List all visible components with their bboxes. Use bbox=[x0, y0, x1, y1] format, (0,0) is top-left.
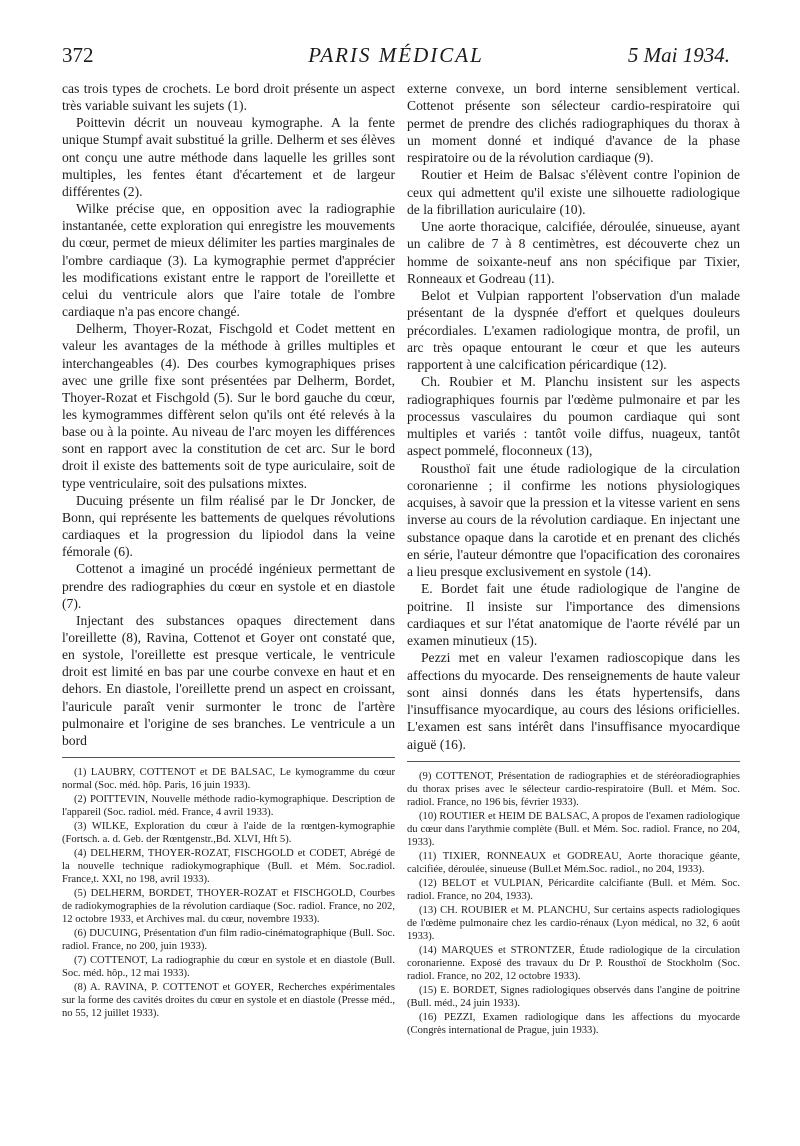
issue-date: 5 Mai 1934. bbox=[627, 43, 730, 67]
paragraph: Delherm, Thoyer-Rozat, Fischgold et Codet mettent en valeur les avantages de la méthode à grilles multiples et interchangeables (4). Des courbes kymographiques prises avec une grille fixe sont présentées par Delherm, Bordet, Thoyer-Rozat et Fischgold (5). Sur le bord gauche du cœur, les kymogrammes diffèrent selon qu'ils ont été relevés à la base ou à la pointe. Au niveau de l'arc moyen les différences sont en rapport avec la constitution de cet arc. Sur le bord droit il existe des battements soit de type auriculaire, soit de type ventriculaire, soit des pulsations mixtes. bbox=[62, 321, 395, 491]
footnote: (15) E. BORDET, Signes radiologiques observés dans l'angine de poitrine (Bull. méd., 24 juin 1933). bbox=[407, 985, 740, 1010]
footnote: (5) DELHERM, BORDET, THOYER-ROZAT et FISCHGOLD, Courbes de radiokymographies de la révolution cardiaque (Soc. radiol. France, no 202, 12 octobre 1933, et Archives mal. du cœur, novembre 1933). bbox=[62, 887, 395, 926]
footnote: (1) LAUBRY, COTTENOT et DE BALSAC, Le kymogramme du cœur normal (Soc. méd. hôp. Paris, 16 juin 1933). bbox=[62, 767, 395, 792]
footnote: (7) COTTENOT, La radiographie du cœur en systole et en diastole (Bull. Soc. méd. hôp., 12 mai 1933). bbox=[62, 954, 395, 980]
footnote: (16) PEZZI, Examen radiologique dans les affections du myocarde (Congrès international de Prague, juin 1933). bbox=[407, 1011, 740, 1037]
footnote: (2) POITTEVIN, Nouvelle méthode radio-kymographique. Description de l'appareil (Soc. radiol. méd. France, 4 avril 1933). bbox=[62, 794, 395, 819]
footnote: (9) COTTENOT, Présentation de radiographies et de stéréoradiographies du thorax prises avec le sélecteur cardio-respiratoire (Bull. et Mém. Soc. radiol. France, no 196 bis, février 1933). bbox=[407, 770, 740, 809]
right-footnotes bbox=[407, 770, 740, 1038]
paragraph: Ducuing présente un film réalisé par le Dr Joncker, de Bonn, qui représente les battements de quelques révolutions cardiaques et la progression du lipiodol dans la veine fémorale (6). bbox=[62, 492, 395, 560]
paragraph: Cottenot a imaginé un procédé ingénieux permettant de prendre des radiographies du cœur en systole et en diastole (7). bbox=[62, 561, 395, 611]
paragraph: cas trois types de crochets. Le bord droit présente un aspect très variable suivant les sujets (1). bbox=[62, 81, 395, 114]
paragraph: Wilke précise que, en opposition avec la radiographie instantanée, cette exploration qui enregistre les mouvements du cœur, permet de mieux délimiter les parties marginales de l'ombre cardiaque (3). La kymographie permet d'apprécier les modifications existant entre le rapport de l'oreillette et celui du ventricule alors que l'aire totale de l'ombre cardiaque n'a pas encore changé. bbox=[62, 201, 395, 320]
left-body-text bbox=[62, 80, 395, 749]
right-column bbox=[407, 80, 740, 1038]
footnote: (6) DUCUING, Présentation d'un film radio-cinématographique (Bull. Soc. radiol. France, no 200, juin 1933). bbox=[62, 928, 395, 953]
paragraph: Belot et Vulpian rapportent l'observation d'un malade présentant de la dyspnée d'effort et quelques douleurs précordiales. L'examen radiologique montra, de profil, un arc très opaque entourant le cœur et que les auteurs rapportent à une calcification péricardique (12). bbox=[407, 288, 740, 372]
footnote: (10) ROUTIER et HEIM DE BALSAC, A propos de l'examen radiologique du cœur dans l'arythmie complète (Bull. et Mém. Soc. radiol. France, no 204, 1933). bbox=[407, 810, 740, 849]
paragraph: externe convexe, un bord interne sensiblement vertical. Cottenot présente son sélecteur cardio-respiratoire qui permet de prendre des clichés radiographiques du thorax à un moment donné et indiqué d'avance de la phase respiratoire ou de la révolution cardiaque (9). bbox=[407, 81, 740, 165]
paragraph: Injectant des substances opaques directement dans l'oreillette (8), Ravina, Cottenot et Goyer ont constaté que, en systole, l'oreillette est presque verticale, le ventricule droit est limité en bas par une courbe convexe en haut et en dehors. En diastole, l'oreillette prend un aspect en croissant, l'auricule paraît venir surmonter le tronc de l'artère pulmonaire et l'origine de ses branches. Le ventricule a un bord bbox=[62, 612, 395, 748]
footnote-divider bbox=[62, 757, 395, 758]
paragraph: Une aorte thoracique, calcifiée, déroulée, sinueuse, ayant un calibre de 7 à 8 centimètres, est découverte chez un homme de soixante-neuf ans non spécifique par Tixier, Ronneaux et Godreau (11). bbox=[407, 219, 740, 286]
footnote: (12) BELOT et VULPIAN, Péricardite calcifiante (Bull. et Mém. Soc. radiol. France, no 204, 1933). bbox=[407, 877, 740, 903]
paragraph: Pezzi met en valeur l'examen radioscopique dans les affections du myocarde. Des renseignements de haute valeur sont ainsi donnés dans les états hypertensifs, dans l'insuffisance myocardique, au cours des lésions orificielles. L'examen est sans intérêt dans l'insuffisance myocardique aiguë (16). bbox=[407, 650, 740, 752]
paragraph: Poittevin décrit un nouveau kymographe. A la fente unique Stumpf avait substitué la grille. Delherm et ses élèves ont conçu une autre méthode dans laquelle les grilles sont multiples, les fentes étant d'écartement et de largeur différentes (2). bbox=[62, 115, 395, 199]
footnote: (3) WILKE, Exploration du cœur à l'aide de la rœntgen-kymographie (Fortsch. a. d. Geb. der Rœntgenstr.,Bd. XLVI, Hft 5). bbox=[62, 820, 395, 846]
footnote: (11) TIXIER, RONNEAUX et GODREAU, Aorte thoracique géante, calcifiée, déroulée, sinueuse (Bull.et Mém.Soc. radiol., no 204, 1933). bbox=[407, 850, 740, 876]
paragraph: Rousthoï fait une étude radiologique de la circulation coronarienne ; il confirme les notions physiologiques acquises, à savoir que la pression et la vitesse varient en sens inverse au cours de la révolution cardiaque. En injectant une substance opaque dans la carotide et en prenant des clichés en série, l'auteur démontre que l'opacification des coronaires a lieu presque exclusivement en systole (14). bbox=[407, 460, 740, 579]
paragraph: E. Bordet fait une étude radiologique de l'angine de poitrine. Il insiste sur l'importance des dimensions cardiaques et sur l'état anatomique de l'aorte révélé par un examen minutieux (15). bbox=[407, 581, 740, 648]
right-body-text bbox=[407, 80, 740, 753]
footnote: (13) CH. ROUBIER et M. PLANCHU, Sur certains aspects radiologiques de l'œdème pulmonaire chez les cardio-rénaux (Lyon médical, no 32, 6 août 1933). bbox=[407, 904, 740, 943]
paragraph: Routier et Heim de Balsac s'élèvent contre l'opinion de ceux qui admettent qu'il existe une silhouette radiologique de la fibrillation auriculaire (10). bbox=[407, 167, 740, 217]
left-column bbox=[62, 80, 395, 1021]
page-number: 372 bbox=[62, 43, 94, 67]
footnote: (8) A. RAVINA, P. COTTENOT et GOYER, Recherches expérimentales sur la forme des cavités droites du cœur en systole et en diastole (Presse méd., no 55, 12 juillet 1933). bbox=[62, 981, 395, 1020]
footnote-divider bbox=[407, 761, 740, 762]
footnote: (4) DELHERM, THOYER-ROZAT, FISCHGOLD et CODET, Abrégé de la nouvelle technique radiokymographique (Bull. et Mém. Soc.radiol. France,t. XXI, no 198, avril 1933). bbox=[62, 847, 395, 886]
page-header bbox=[62, 40, 730, 70]
footnote: (14) MARQUES et STRONTZER, Étude radiologique de la circulation coronarienne. Exposé des travaux du Dr P. Rousthoï de Stockholm (Soc. radiol. France, no 202, 12 octobre 1933). bbox=[407, 944, 740, 983]
journal-title: PARIS MÉDICAL bbox=[308, 43, 484, 67]
left-footnotes bbox=[62, 766, 395, 1020]
paragraph: Ch. Roubier et M. Planchu insistent sur les aspects radiographiques fournis par l'œdème pulmonaire et par les processus vasculaires du poumon cardiaque qui sont multiples et variés : tantôt voile diffus, nuageux, tantôt aspect pommelé, floconneux (13), bbox=[407, 374, 740, 459]
